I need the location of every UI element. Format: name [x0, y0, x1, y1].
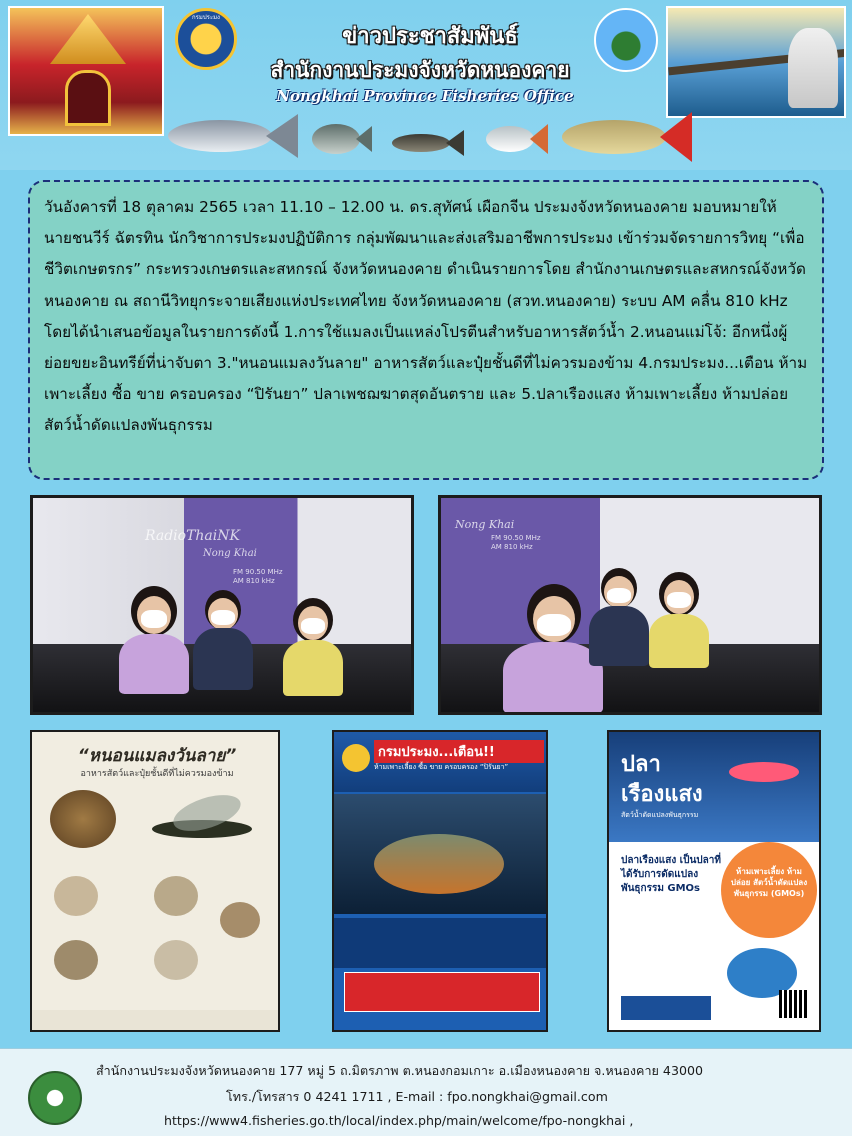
office-name-english: Nongkhai Province Fisheries Office: [276, 87, 574, 105]
poster-1-subtitle: อาหารสัตว์และปุ๋ยชั้นดีที่ไม่ควรมองข้าม: [80, 769, 234, 779]
province-logo-icon: [594, 8, 658, 72]
poster-3-bottom-bar: [621, 996, 711, 1020]
studio-logo-text: RadioThaiNK: [145, 528, 240, 544]
red-tail-fish-icon: [562, 110, 692, 164]
footer-contact: โทร./โทรสาร 0 4241 1711 , E-mail : fpo.nongkhai@gmail.com: [226, 1089, 608, 1104]
barb-icon: [486, 122, 548, 156]
poster-glowfish: [607, 730, 821, 1032]
footer-website-link[interactable]: https://www4.fisheries.go.th/local/index.php/main/welcome/fpo-nongkhai ,: [164, 1113, 634, 1128]
poster-2-warning-band: [334, 918, 548, 968]
news-heading: ข่าวประชาสัมพันธ์: [342, 24, 518, 49]
host-woman-yellow: [283, 598, 343, 698]
radio-studio-photo-2: [438, 495, 822, 715]
footer-address: สำนักงานประมงจังหวัดหนองคาย 177 หมู่ 5 ถ.มิตรภาพ ต.หนองกอมเกาะ อ.เมืองหนองคาย จ.หนองคาย 43000: [96, 1063, 703, 1078]
header-banner: [0, 0, 852, 170]
fly-illustration: [142, 792, 262, 862]
poster-piranha-warning: [332, 730, 548, 1032]
studio-city-text: Nong Khai: [455, 518, 515, 531]
poster-3-body: ปลาเรืองแสง เป็นปลาที่ได้รับการดัดแปลงพันธุกรรม GMOs: [621, 855, 721, 894]
guest-man-navy: [589, 568, 649, 668]
office-name-thai: สำนักงานประมงจังหวัดหนองคาย: [270, 58, 570, 82]
poster-1-title: “หนอนแมลงวันลาย”: [77, 746, 237, 766]
piranha-photo: [334, 794, 548, 914]
host-woman-purple: [119, 586, 189, 696]
temple-photo: [8, 6, 164, 136]
poster-3-title-line1: ปลา: [621, 752, 661, 777]
news-paragraph: วันอังคารที่ 18 ตุลาคม 2565 เวลา 11.10 – 12.00 น. ดร.สุทัศน์ เผือกจีน ประมงจังหวัดหนองคาย มอบหมายให้ นายชนวีร์ ฉัตรทิน นักวิชาการประมงปฏิบัติการ กลุ่มพัฒนาและส่งเสริมอาชีพการประมง เข้าร่วมจัดรายการวิทยุ “เพื่อชีวิตเกษตรกร” กระทรวงเกษตรและสหกรณ์ จังหวัดหนองคาย ดำเนินรายการโดย สำนักงานเกษตรและสหกรณ์จังหวัดหนองคาย ณ สถานีวิทยุกระจายเสียงแห่งประเทศไทย จังหวัดหนองคาย (สวท.หนองคาย) ระบบ AM คลื่น 810 kHz โดยได้นำเสนอข้อมูลในรายการดังนี้ 1.การใช้แมลงเป็นแหล่งโปรตีนสำหรับอาหารสัตว์น้ำ 2.หนอนแม่โจ้: อีกหนึ่งผู้ย่อยขยะอินทรีย์ที่น่าจับตา 3."หนอนแมลงวันลาย" อาหารสัตว์และปุ๋ยชั้นดีที่ไม่ควรมองข้าม 4.กรมประมง...เตือน ห้ามเพาะเลี้ยง ซื้อ ขาย ครอบครอง “ปิรันยา” ปลาเพชฌฆาตสุดอันตราย และ 5.ปลาเรืองแสง ห้ามเพาะเลี้ยง ห้ามปล่อย สัตว์น้ำดัดแปลงพันธุกรรม: [44, 198, 808, 435]
department-logo-icon: [28, 1071, 82, 1125]
studio-frequency-am: AM 810 kHz: [491, 543, 533, 551]
snakehead-icon: [392, 128, 464, 158]
poster-2-title: กรมประมง...เตือน!!: [374, 740, 544, 763]
poster-black-soldier-fly: [30, 730, 280, 1032]
footer: [0, 1048, 852, 1136]
larvae-photo: [50, 790, 116, 848]
news-text-box: [28, 180, 824, 480]
studio-frequency-fm: FM 90.50 MHz: [233, 568, 283, 576]
seal-text: กรมประมง: [192, 14, 220, 21]
tilapia-icon: [312, 122, 372, 156]
poster-3-badge: ห้ามเพาะเลี้ยง ห้ามปล่อย สัตว์น้ำดัดแปลงพันธุกรรม (GMOs): [721, 842, 817, 938]
catfish-icon: [168, 112, 298, 160]
poster-2-seal-icon: [342, 744, 370, 772]
studio-city-text: Nong Khai: [203, 548, 257, 559]
guest-man-navy: [193, 590, 253, 696]
host-woman-purple: [503, 584, 603, 714]
qr-code-icon: [779, 990, 807, 1018]
poster-1-footer-bar: [32, 1010, 280, 1032]
poster-3-title-line2: เรืองแสง: [621, 782, 703, 807]
radio-studio-photo-1: [30, 495, 414, 715]
poster-2-subtitle: ห้ามเพาะเลี้ยง ซื้อ ขาย ครอบครอง “ปิรันยา”: [374, 763, 509, 771]
poster-2-penalty-box: [344, 972, 540, 1012]
poster-3-tag: สัตว์น้ำดัดแปลงพันธุกรรม: [621, 811, 699, 819]
studio-frequency-am: AM 810 kHz: [233, 577, 275, 585]
studio-frequency-fm: FM 90.50 MHz: [491, 534, 541, 542]
bridge-naga-photo: [666, 6, 846, 118]
host-woman-yellow: [649, 572, 709, 668]
poster-1-info-grid: [44, 872, 270, 1002]
glowfish-icon: [729, 762, 799, 782]
